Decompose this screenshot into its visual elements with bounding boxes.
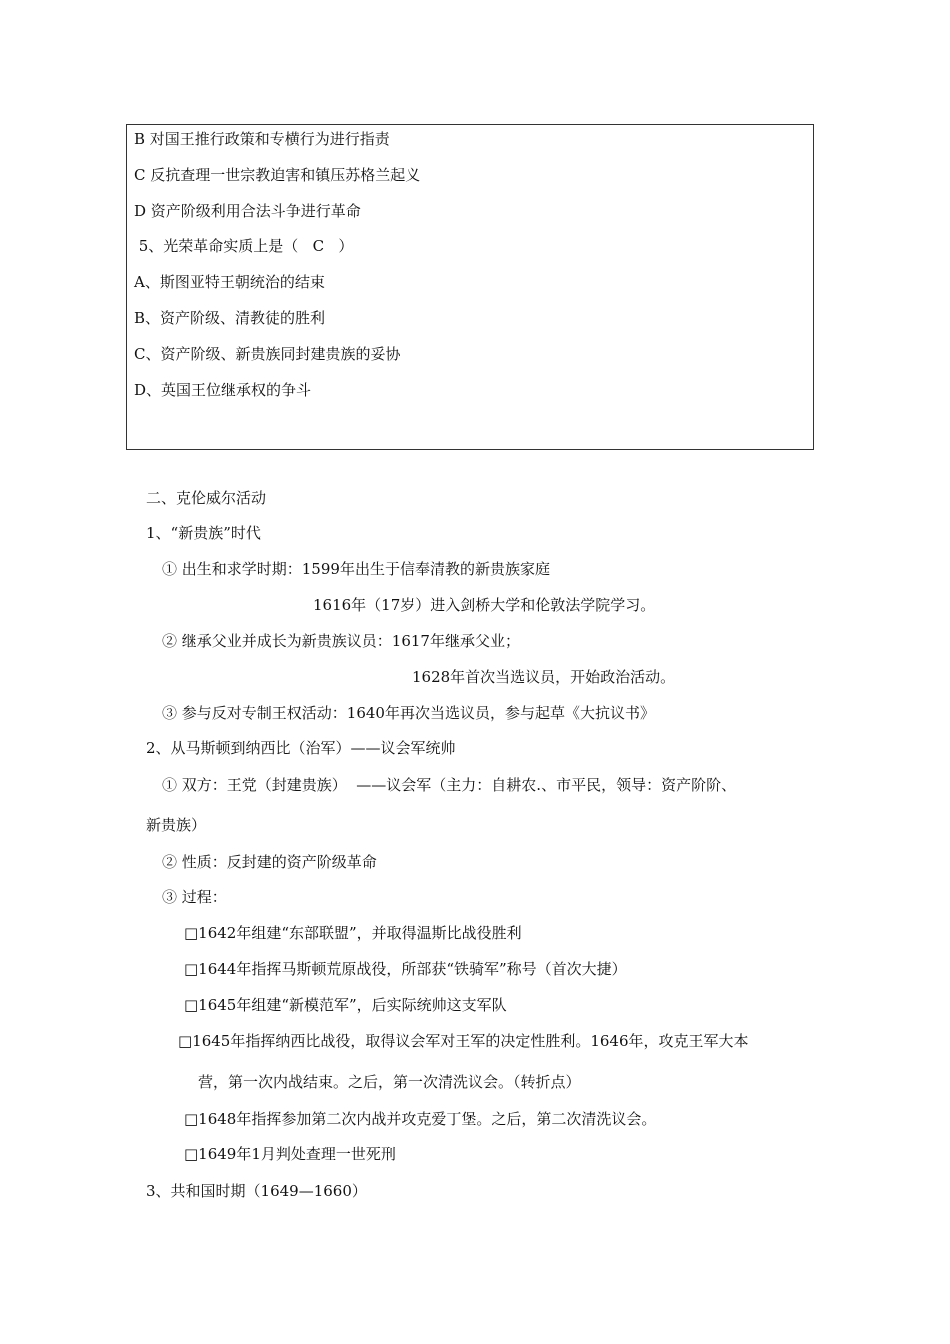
part3-title: 3、共和国时期（1649—1660） [146,1182,367,1200]
q5-option-d: D、英国王位继承权的争斗 [134,381,312,399]
event-item: □1645年组建“新模范军”，后实际统帅这支军队 [184,996,507,1014]
event-item-continued: 营，第一次内战结束。之后，第一次清洗议会。（转折点） [198,1073,581,1091]
part1-item1-continued: 1616年（17岁）进入剑桥大学和伦敦法学院学习。 [313,596,656,614]
option-b-line: B 对国王推行政策和专横行为进行指责 [134,130,390,148]
part2-item2: ② 性质：反封建的资产阶级革命 [162,853,377,871]
question-5: 5、光荣革命实质上是（ C ） [134,237,354,255]
part2-item3: ③ 过程： [162,888,227,906]
q5-option-b: B、资产阶级、清教徒的胜利 [134,309,326,327]
part2-item1: ① 双方：王党（封建贵族） ——议会军（主力：自耕农.、市平民，领导：资产阶阶、 [162,776,737,794]
option-c-line: C 反抗查理一世宗教迫害和镇压苏格兰起义 [134,166,421,184]
event-item: □1642年组建“东部联盟”，并取得温斯比战役胜利 [184,924,522,942]
part1-title: 1、“新贵族”时代 [146,524,261,542]
part2-title: 2、从马斯顿到纳西比（治军）——议会军统帅 [146,739,456,757]
part1-item2: ② 继承父业并成长为新贵族议员：1617年继承父业； [162,632,520,650]
q5-option-c: C、资产阶级、新贵族同封建贵族的妥协 [134,345,401,363]
event-item: □1645年指挥纳西比战役，取得议会军对王军的决定性胜利。1646年，攻克王军大本 [178,1032,749,1050]
section-heading: 二、克伦威尔活动 [146,489,267,507]
part1-item3: ③ 参与反对专制王权活动：1640年再次当选议员，参与起草《大抗议书》 [162,704,655,722]
question-box [126,124,814,450]
part1-item2-continued: 1628年首次当选议员，开始政治活动。 [412,668,676,686]
event-item: □1644年指挥马斯顿荒原战役，所部获“铁骑军”称号（首次大捷） [184,960,627,978]
part2-item1-continued: 新贵族） [146,816,207,834]
option-d-line: D 资产阶级利用合法斗争进行革命 [134,202,361,220]
event-item: □1649年1月判处查理一世死刑 [184,1145,396,1163]
event-item: □1648年指挥参加第二次内战并攻克爱丁堡。之后，第二次清洗议会。 [184,1110,657,1128]
q5-option-a: A、斯图亚特王朝统治的结束 [134,273,325,291]
part1-item1: ① 出生和求学时期：1599年出生于信奉清教的新贵族家庭 [162,560,550,578]
